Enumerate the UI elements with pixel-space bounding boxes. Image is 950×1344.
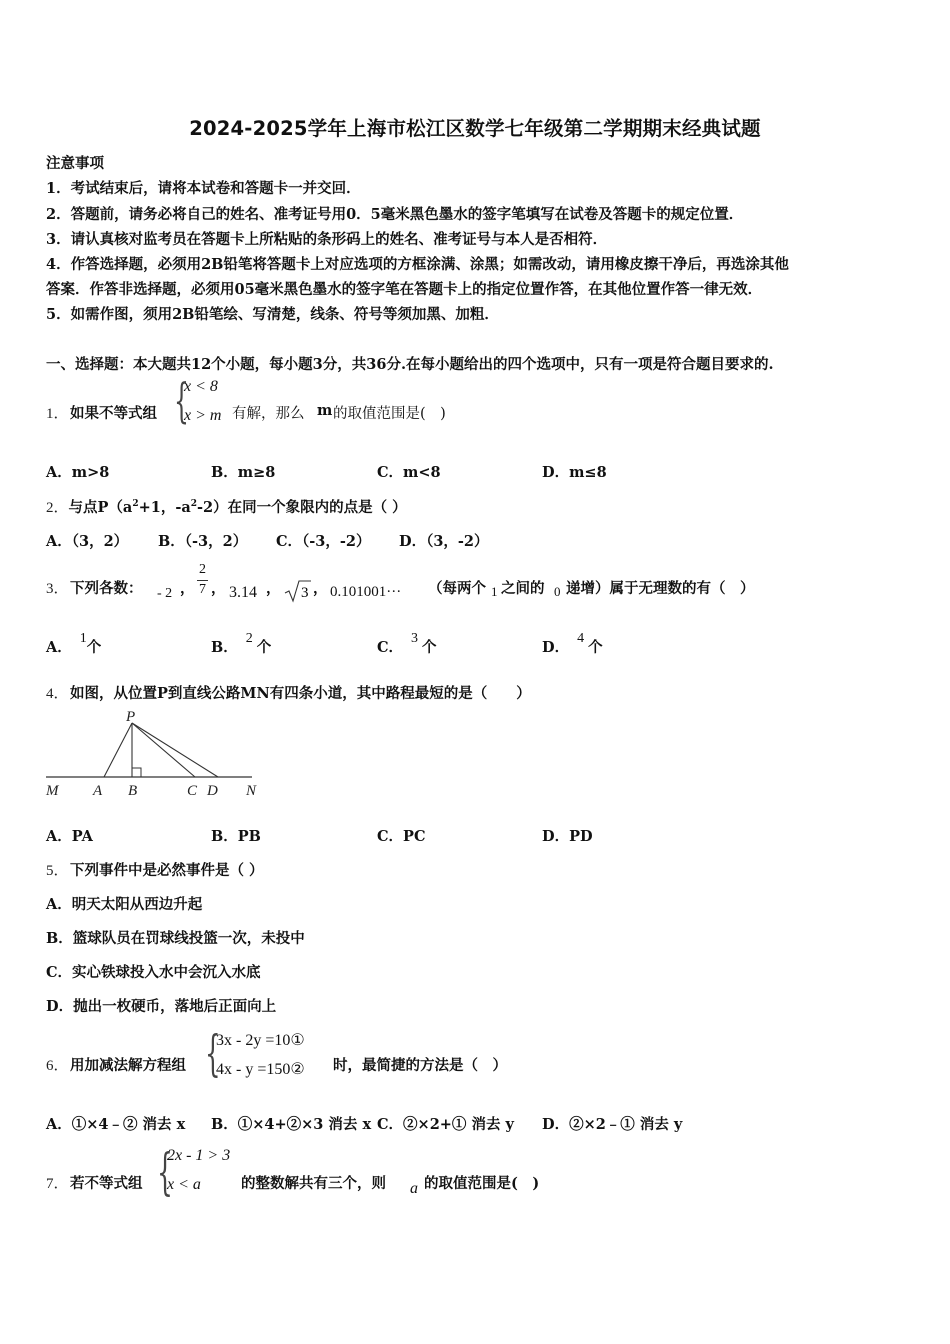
q3-paren-b: 之间的	[501, 580, 545, 597]
label-n: N	[246, 783, 257, 799]
q2-option-c[interactable]: C．（-3，-2）	[276, 533, 371, 550]
q3-option-d-value: 4	[577, 631, 585, 646]
label-p: P	[126, 709, 136, 725]
q1-m: m	[317, 402, 333, 419]
q1-suffix-a: 有解，那么	[232, 406, 305, 422]
section-heading: 一、选择题：本大题共12个小题，每小题3分，共36分.在每小题给出的四个选项中，只有一项是符合题目要求的.	[46, 356, 774, 373]
q3-option-c-label: C．	[377, 639, 404, 656]
q4-figure	[40, 706, 280, 802]
q3-repeating: 0.101001···	[330, 584, 402, 600]
q2-text-b: +1，-a	[138, 499, 191, 516]
notice-item-4-cont: 答案．作答非选择题，必须用05毫米黑色墨水的签字笔在答题卡上的指定位置作答，在其他位置作答一律无效．	[46, 281, 763, 298]
q2-option-a[interactable]: A．（3，2）	[46, 533, 129, 550]
label-a: A	[93, 783, 103, 799]
q1-suffix-b: 的取值范围是( )	[333, 406, 446, 422]
q1-brace: {	[174, 374, 189, 429]
q7-inequality-1: 2x - 1 > 3	[167, 1147, 231, 1164]
q3-neg-two: - 2	[157, 586, 173, 601]
q3-one: 1	[491, 584, 498, 599]
q3-frac-den: 7	[199, 582, 206, 597]
q1-sys-2: x > m	[184, 407, 222, 424]
q5-number: 5．	[46, 863, 69, 879]
q6-option-d[interactable]: D．②×2﹣① 消去 y	[542, 1116, 683, 1133]
notice-item-1: 1．考试结束后，请将本试卷和答题卡一并交回．	[46, 180, 361, 197]
q3-option-b-label: B．	[211, 639, 238, 656]
q6-option-c[interactable]: C．②×2+① 消去 y	[377, 1116, 514, 1133]
notice-item-2: 2．答题前，请务必将自己的姓名、准考证号用0．5毫米黑色墨水的签字笔填写在试卷及答题卡的规定位置．	[46, 206, 744, 223]
label-c: C	[187, 783, 198, 799]
q3-comma-2: ，	[211, 580, 226, 597]
q3-option-c-value: 3	[411, 631, 419, 646]
q1-sys-1: x < 8	[184, 378, 218, 395]
q3-sqrt-value: 3	[301, 585, 309, 601]
q3-sqrt	[284, 578, 312, 604]
q4-number: 4．	[46, 686, 69, 702]
q1-prefix: 如果不等式组	[70, 405, 157, 422]
q6-number: 6．	[46, 1058, 69, 1074]
q3-number: 3．	[46, 581, 69, 597]
q3-option-c-unit: 个	[422, 639, 437, 656]
q3-frac-num: 2	[199, 562, 206, 577]
q3-option-a-value: 1	[79, 631, 87, 646]
q6-option-a[interactable]: A．①×4﹣② 消去 x	[46, 1116, 186, 1133]
q2-question	[46, 496, 407, 517]
label-m: M	[46, 783, 59, 799]
q2-number: 2．	[46, 500, 69, 516]
q2-option-b[interactable]: B．（-3，2）	[158, 533, 248, 550]
q3-option-b-unit: 个	[256, 639, 272, 656]
q7-inequality-2: x < a	[167, 1176, 201, 1193]
q6-brace: {	[205, 1025, 221, 1082]
q3-frac-bar	[197, 580, 208, 581]
q7-a: a	[410, 1180, 418, 1197]
q3-comma-3: ，	[266, 580, 281, 597]
q3-zero: 0	[554, 584, 561, 599]
q5-text: 下列事件中是必然事件是（ ）	[70, 862, 264, 879]
q1-option-d[interactable]: D．m≤8	[542, 464, 607, 481]
q3-option-a-unit: 个	[86, 639, 102, 656]
q5-option-b[interactable]: B．篮球队员在罚球线投篮一次，未投中	[46, 930, 305, 947]
q3-option-b-value: 2	[245, 631, 253, 646]
q5-option-d[interactable]: D．抛出一枚硬币，落地后正面向上	[46, 998, 277, 1015]
q5-option-a[interactable]: A．明天太阳从西边升起	[46, 896, 203, 913]
q2-sup-2: 2	[190, 499, 198, 510]
q1-option-b[interactable]: B．m≥8	[211, 464, 276, 481]
q3-decimal: 3.14	[229, 584, 257, 601]
notice-heading: 注意事项	[46, 155, 104, 172]
q7-number: 7．	[46, 1176, 69, 1192]
q3-option-b[interactable]	[211, 631, 272, 657]
q3-paren-a: （每两个	[428, 580, 486, 597]
q7-brace: {	[157, 1143, 173, 1201]
q3-option-d[interactable]	[542, 631, 603, 657]
q2-sup-1: 2	[132, 499, 139, 510]
segment-pa	[104, 723, 132, 777]
q7-suffix-b: 的取值范围是( )	[424, 1175, 540, 1192]
q3-prefix: 下列各数：	[70, 580, 143, 597]
label-d: D	[207, 783, 218, 799]
q3-option-d-unit: 个	[588, 639, 603, 656]
q3-option-a-label: A．	[46, 639, 72, 656]
q7-prefix: 若不等式组	[70, 1175, 143, 1192]
q4-text: 如图，从位置P到直线公路MN有四条小道，其中路程最短的是（ ）	[70, 685, 531, 702]
label-b: B	[128, 783, 138, 799]
right-angle-mark	[132, 768, 141, 777]
notice-item-4: 4．作答选择题，必须用2B铅笔将答题卡上对应选项的方框涂满、涂黑；如需改动，请用橡皮擦干净后，再选涂其他	[46, 256, 789, 273]
q7-suffix-a: 的整数解共有三个，则	[241, 1175, 386, 1192]
q6-prefix: 用加减法解方程组	[70, 1057, 186, 1074]
q3-option-c[interactable]	[377, 631, 437, 657]
q3-option-d-label: D．	[542, 639, 570, 656]
q4-option-b[interactable]: B．PB	[211, 828, 261, 845]
q4-option-d[interactable]: D．PD	[542, 828, 593, 845]
q1-option-a[interactable]: A．m>8	[46, 464, 110, 481]
q6-suffix: 时，最简捷的方法是（ ）	[333, 1057, 507, 1074]
q2-text-a: 与点P（a	[68, 499, 133, 516]
q6-equation-1: 3x - 2y =10①	[216, 1032, 305, 1049]
page-title: 2024-2025学年上海市松江区数学七年级第二学期期末经典试题	[189, 117, 761, 140]
segment-pd	[132, 723, 218, 777]
q6-equation-2: 4x - y =150②	[216, 1061, 305, 1078]
q6-option-b[interactable]: B．①×4+②×3 消去 x	[211, 1116, 372, 1133]
notice-item-3: 3．请认真核对监考员在答题卡上所粘贴的条形码上的姓名、准考证号与本人是否相符．	[46, 231, 608, 248]
notice-item-5: 5．如需作图，须用2B铅笔绘、写清楚，线条、符号等须加黑、加粗．	[46, 306, 499, 323]
q4-option-a[interactable]: A．PA	[46, 828, 93, 845]
q5-option-c[interactable]: C．实心铁球投入水中会沉入水底	[46, 964, 261, 981]
q1-number: 1．	[46, 406, 69, 422]
q2-option-d[interactable]: D．（3，-2）	[399, 533, 489, 550]
q3-comma-4: ，	[313, 580, 328, 597]
q2-text-c: -2）在同一个象限内的点是（ ）	[197, 499, 407, 516]
q4-option-c[interactable]: C．PC	[377, 828, 426, 845]
q1-option-c[interactable]: C．m<8	[377, 464, 441, 481]
q3-comma-1: ，	[180, 580, 195, 597]
q3-paren-c: 递增）属于无理数的有（ ）	[566, 580, 755, 597]
q3-option-a[interactable]	[46, 631, 102, 657]
